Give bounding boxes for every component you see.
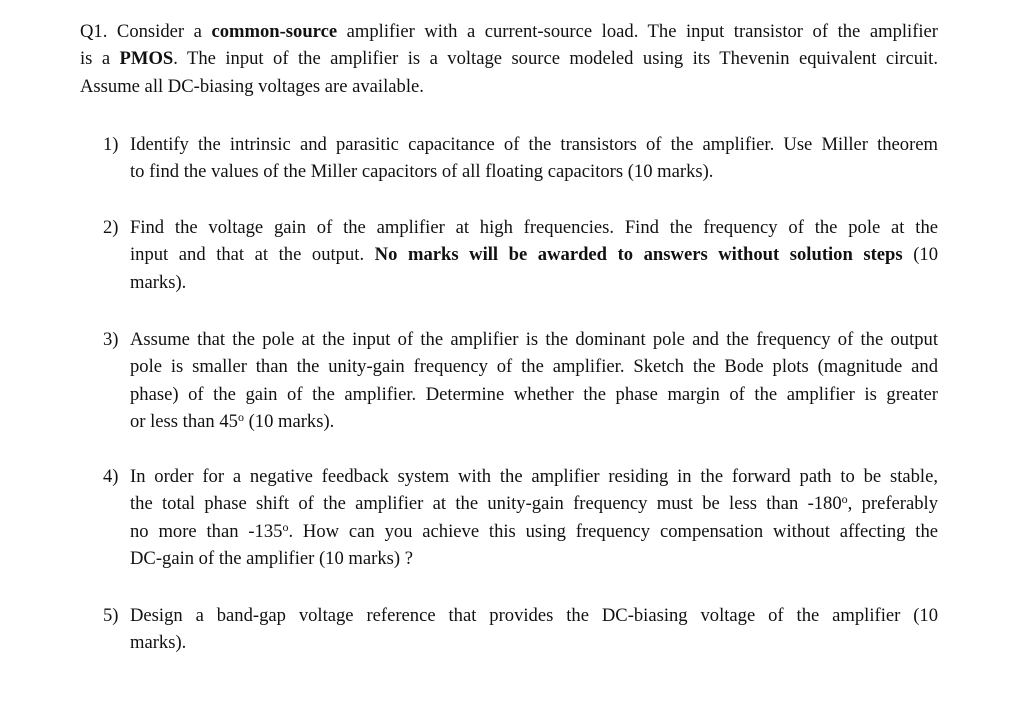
text-segment: phase) of the gain of the amplifier. Determine whether the phase margin of the amplifier is greater [130, 383, 938, 405]
text-line [130, 629, 938, 656]
text-segment: (10 [902, 244, 938, 266]
text-segment: Design a band-gap voltage reference that provides the DC-biasing voltage of the amplifier (10 [130, 605, 938, 626]
text-segment: amplifier with a current-source load. The input transistor of the amplifier [337, 21, 939, 42]
text-line [130, 158, 938, 185]
text-line [130, 518, 938, 545]
text-line [130, 381, 938, 408]
text-segment: (10 marks). [243, 411, 335, 433]
text-segment: pole is smaller than the unity-gain frequency of the amplifier. Sketch the Bode plots (magnitude and [130, 356, 938, 378]
question-intro [80, 18, 938, 100]
degree-superscript: o [237, 410, 244, 425]
item-number: 1) [103, 134, 119, 155]
item-text [130, 131, 938, 186]
question-item-3 [103, 326, 938, 436]
text-line [80, 18, 938, 45]
item-text [130, 326, 938, 436]
item-text [130, 463, 938, 573]
text-segment: marks). [130, 632, 187, 654]
text-line [130, 408, 938, 435]
text-line [80, 73, 938, 100]
item-number: 5) [103, 605, 119, 626]
degree-superscript: o [841, 492, 848, 507]
question-item-4 [103, 463, 938, 573]
text-segment: , preferably [847, 493, 938, 515]
text-segment: marks). [130, 271, 187, 293]
bold-text: PMOS [119, 48, 174, 70]
text-segment: Identify the intrinsic and parasitic capacitance of the transistors of the amplifier. Use Miller theorem [130, 134, 938, 155]
degree-superscript: o [282, 519, 289, 534]
question-item-2 [103, 214, 938, 296]
text-segment: . The input of the amplifier is a voltage source modeled using its Thevenin equivalent circuit. [173, 48, 938, 70]
text-segment: input and that at the output. [130, 244, 375, 266]
text-segment: Assume all DC-biasing voltages are available. [80, 75, 424, 97]
text-line [130, 131, 938, 158]
text-line [130, 490, 938, 517]
text-line [130, 463, 938, 490]
question-item-5 [103, 602, 938, 657]
text-line [130, 214, 938, 241]
bold-text: common-source [211, 21, 338, 42]
text-line [130, 602, 938, 629]
text-segment: to find the values of the Miller capacitors of all floating capacitors (10 marks). [130, 161, 714, 183]
item-number: 4) [103, 466, 119, 487]
text-segment: is a [80, 48, 120, 70]
bold-text: No marks will be awarded to answers without solution steps [374, 244, 903, 266]
text-segment: Find the voltage gain of the amplifier at high frequencies. Find the frequency of the pole at the [130, 217, 938, 238]
item-number: 3) [103, 329, 119, 350]
text-line [130, 545, 938, 572]
text-segment: or less than 45 [130, 411, 238, 433]
text-segment: no more than -135 [130, 520, 283, 542]
item-text [130, 602, 938, 657]
text-line [80, 45, 938, 72]
text-line [130, 353, 938, 380]
text-segment: In order for a negative feedback system with the amplifier residing in the forward path to be stable, [130, 466, 938, 487]
text-segment: DC-gain of the amplifier (10 marks) ? [130, 548, 413, 570]
text-segment: Q1. Consider a [80, 21, 212, 42]
question-item-1 [103, 131, 938, 186]
text-segment: Assume that the pole at the input of the amplifier is the dominant pole and the frequency of the output [130, 329, 938, 350]
text-segment: . How can you achieve this using frequency compensation without affecting the [288, 520, 939, 542]
text-line [130, 241, 938, 268]
text-line [130, 269, 938, 296]
item-number: 2) [103, 217, 119, 238]
text-segment: the total phase shift of the amplifier at the unity-gain frequency must be less than -180 [130, 493, 842, 515]
item-text [130, 214, 938, 296]
text-line [130, 326, 938, 353]
